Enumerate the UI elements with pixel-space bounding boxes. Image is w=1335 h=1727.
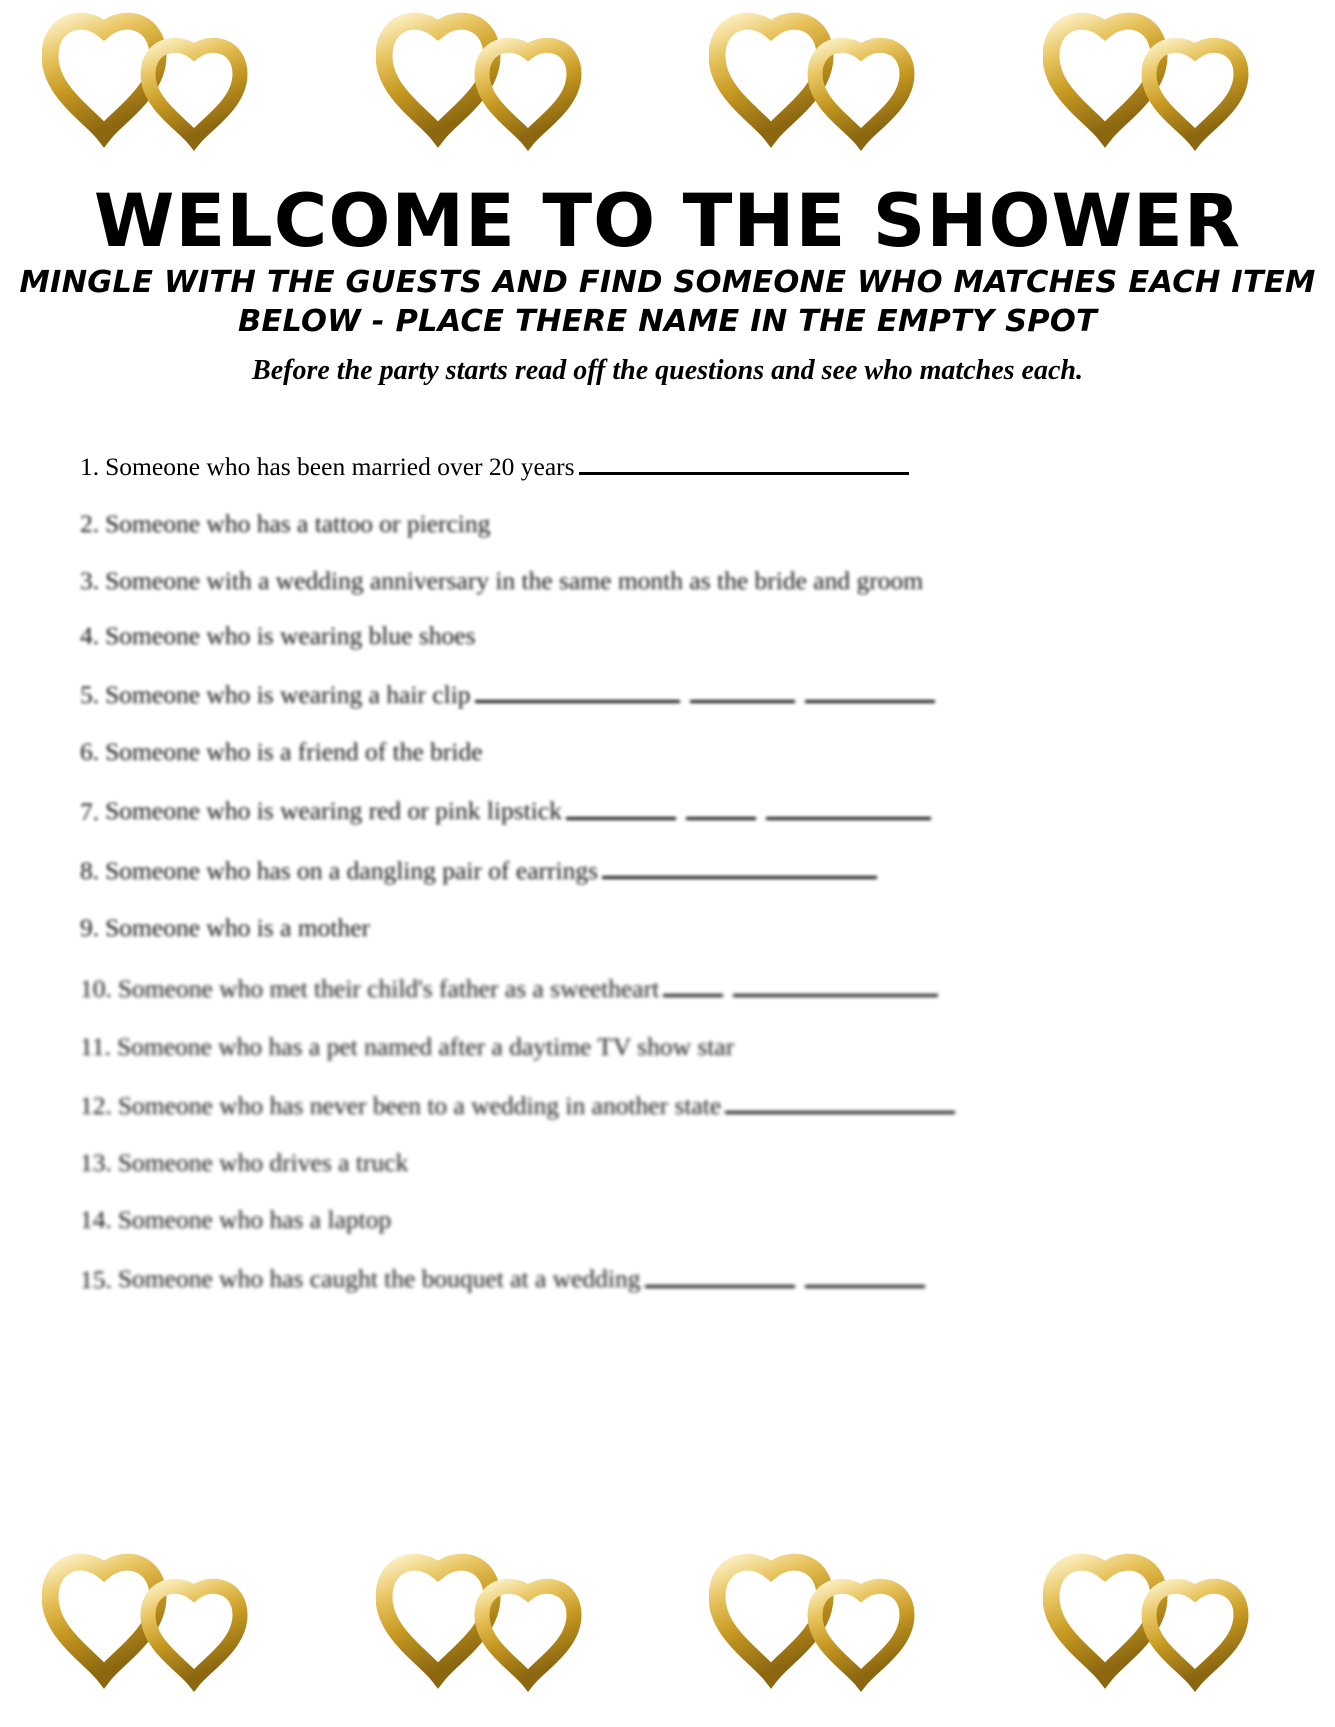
document-header <box>0 179 1335 387</box>
double-heart-icon <box>376 1553 626 1703</box>
answer-blank[interactable] <box>805 676 935 703</box>
question-list <box>80 448 1255 1296</box>
list-item <box>80 792 1255 827</box>
item-text: Someone who is wearing blue shoes <box>105 620 476 650</box>
item-number: 2. <box>80 509 100 539</box>
double-heart-icon <box>42 12 292 162</box>
list-item <box>80 735 1255 768</box>
item-number: 13. <box>80 1148 112 1177</box>
answer-blank[interactable] <box>686 792 756 819</box>
bottom-heart-border <box>0 1545 1335 1710</box>
list-item <box>80 911 1255 944</box>
top-heart-border <box>0 4 1335 169</box>
item-number: 3. <box>80 565 100 595</box>
list-item <box>80 1260 1255 1295</box>
item-text: Someone who has never been to a wedding in another state <box>117 1090 722 1120</box>
item-number: 12. <box>80 1090 112 1120</box>
answer-blank[interactable] <box>725 1087 955 1114</box>
subtitle-line-2: BELOW - PLACE THERE NAME IN THE EMPTY SPOT <box>237 304 1097 340</box>
item-number: 10. <box>80 974 112 1004</box>
double-heart-icon <box>709 1553 959 1703</box>
item-text: Someone who is a friend of the bride <box>105 737 483 767</box>
list-item <box>80 970 1255 1005</box>
answer-blank[interactable] <box>766 792 931 819</box>
answer-blank[interactable] <box>475 676 680 703</box>
list-item <box>80 676 1255 711</box>
answer-blank[interactable] <box>602 852 877 879</box>
item-text: Someone who drives a truck <box>117 1148 409 1177</box>
item-text: Someone who has been married over 20 years <box>105 452 575 482</box>
list-item <box>80 1030 1255 1063</box>
item-text: Someone who is wearing red or pink lipstick <box>105 796 562 826</box>
answer-blank[interactable] <box>805 1260 925 1287</box>
double-heart-icon <box>1043 12 1293 162</box>
item-text: Someone who is a mother <box>105 913 370 942</box>
double-heart-icon <box>1043 1553 1293 1703</box>
instruction-text: Before the party starts read off the questions and see who matches each. <box>252 354 1083 386</box>
item-text: Someone who has a laptop <box>117 1205 392 1235</box>
list-item <box>80 1087 1255 1122</box>
item-number: 8. <box>80 855 100 885</box>
list-item <box>80 1146 1255 1179</box>
item-text: Someone who has a pet named after a daytime TV show star <box>116 1031 735 1061</box>
answer-blank[interactable] <box>690 676 795 703</box>
item-text: Someone who has on a dangling pair of earrings <box>105 855 599 885</box>
double-heart-icon <box>709 12 959 162</box>
list-item <box>80 507 1255 540</box>
item-number: 9. <box>80 913 100 942</box>
list-item <box>80 852 1255 887</box>
list-item <box>80 1203 1255 1236</box>
list-item <box>80 619 1255 652</box>
item-number: 5. <box>80 680 100 709</box>
item-number: 14. <box>80 1205 112 1235</box>
answer-blank[interactable] <box>579 448 909 475</box>
item-number: 1. <box>80 452 100 482</box>
item-text: Someone who has caught the bouquet at a wedding <box>117 1264 641 1294</box>
item-number: 4. <box>80 620 100 650</box>
page-title: WELCOME TO THE SHOWER <box>93 179 1242 264</box>
item-number: 7. <box>80 796 100 826</box>
list-item <box>80 564 1255 597</box>
list-item <box>80 448 1255 483</box>
item-text: Someone who is wearing a hair clip <box>105 680 471 709</box>
double-heart-icon <box>376 12 626 162</box>
item-number: 15. <box>80 1264 112 1294</box>
item-number: 11. <box>80 1031 111 1061</box>
answer-blank[interactable] <box>733 970 938 997</box>
double-heart-icon <box>42 1553 292 1703</box>
answer-blank[interactable] <box>566 792 676 819</box>
subtitle-line-1: MINGLE WITH THE GUESTS AND FIND SOMEONE WHO MATCHES EACH ITEM <box>19 265 1316 301</box>
answer-blank[interactable] <box>645 1260 795 1287</box>
item-number: 6. <box>80 737 100 767</box>
item-text: Someone with a wedding anniversary in the same month as the bride and groom <box>105 565 924 595</box>
item-text: Someone who met their child's father as a sweetheart <box>117 974 660 1004</box>
item-text: Someone who has a tattoo or piercing <box>105 509 491 539</box>
answer-blank[interactable] <box>663 970 723 997</box>
